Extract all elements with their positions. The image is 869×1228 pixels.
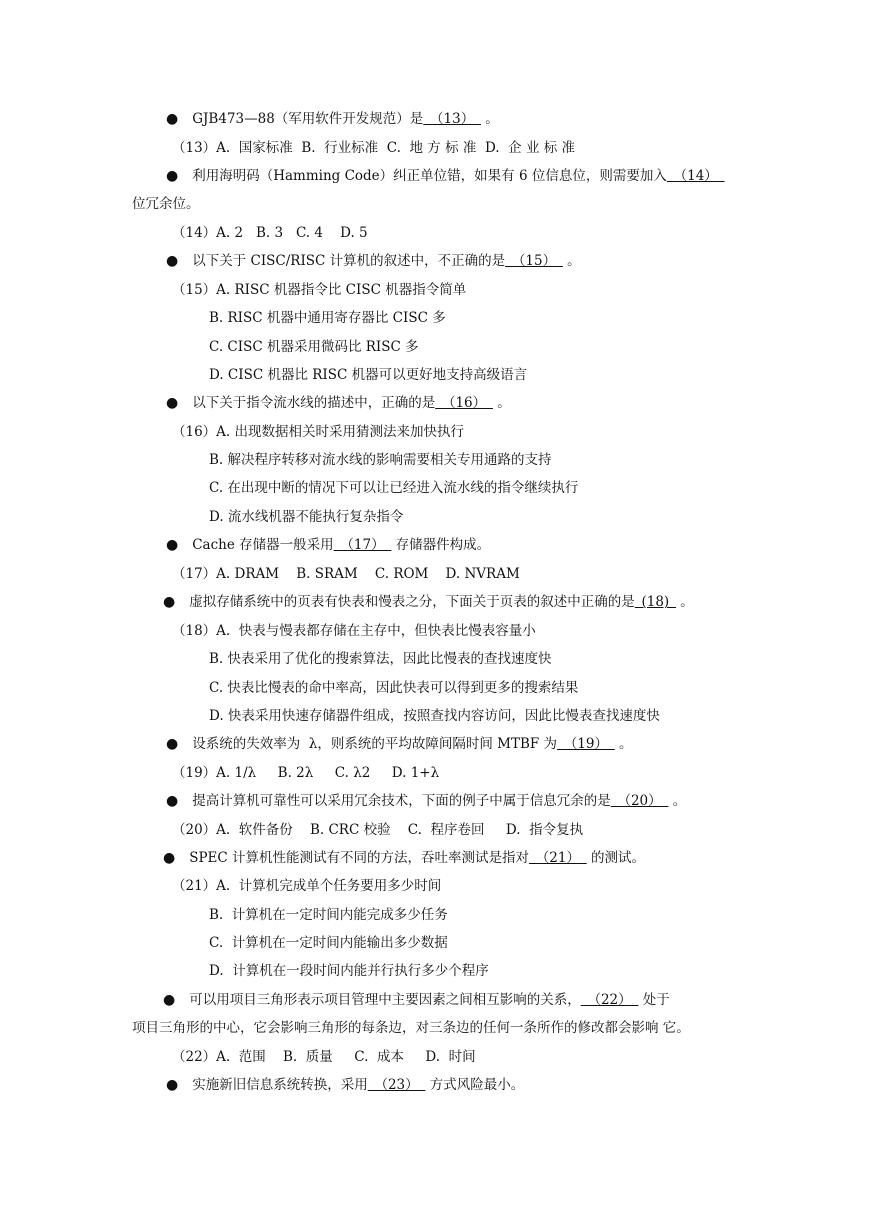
question-tail: 。	[614, 736, 633, 752]
answer-blank: （23）	[367, 1077, 426, 1093]
text-line: B. 计算机在一定时间内能完成多少任务	[209, 907, 448, 923]
bullet-icon: ●	[163, 594, 176, 610]
text-line: D. 流水线机器不能执行复杂指令	[209, 509, 404, 525]
text-line: C. 在出现中断的情况下可以让已经进入流水线的指令继续执行	[209, 480, 579, 496]
question-text: SPEC 计算机性能测试有不同的方法，吞吐率测试是指对	[189, 850, 530, 866]
answer-blank: （20）	[610, 793, 669, 809]
text-line: D. CISC 机器比 RISC 机器可以更好地支持高级语言	[209, 367, 528, 383]
answer-blank: （19）	[557, 736, 615, 752]
bullet-icon: ●	[166, 253, 179, 269]
question-line	[166, 110, 499, 128]
bullet-icon: ●	[166, 537, 179, 553]
question-text: 利用海明码（Hamming Code）纠正单位错，如果有 6 位信息位，则需要加入	[192, 168, 667, 184]
question-tail: 处于	[638, 992, 670, 1008]
question-text: 提高计算机可靠性可以采用冗余技术，下面的例子中属于信息冗余的是	[192, 793, 611, 809]
text-line: B. 解决程序转移对流水线的影响需要相关专用通路的支持	[209, 452, 552, 468]
text-line: （15）A. RISC 机器指令比 CISC 机器指令简单	[172, 282, 467, 298]
question-tail: 。	[492, 395, 511, 411]
bullet-icon: ●	[166, 736, 179, 752]
text-line: （13）A. 国家标准 B. 行业标准 C. 地 方 标 准 D. 企 业 标 准	[172, 140, 576, 156]
question-text: 以下关于 CISC/RISC 计算机的叙述中，不正确的是	[192, 253, 506, 269]
question-text: 实施新旧信息系统转换，采用	[192, 1077, 368, 1093]
answer-blank: (18)	[634, 594, 676, 610]
text-line: C. 计算机在一定时间内能输出多少数据	[209, 935, 448, 951]
text-line: （19）A. 1/λ B. 2λ C. λ2 D. 1+λ	[172, 765, 440, 781]
question-tail: 。	[668, 793, 687, 809]
answer-blank: （22）	[580, 992, 639, 1008]
question-text: Cache 存储器一般采用	[192, 537, 334, 553]
bullet-icon: ●	[166, 1077, 179, 1093]
bullet-icon: ●	[166, 793, 179, 809]
question-line	[166, 252, 581, 270]
text-line: （20）A. 软件备份 B. CRC 校验 C. 程序卷回 D. 指令复执	[172, 822, 584, 838]
text-line: （14）A. 2 B. 3 C. 4 D. 5	[172, 225, 368, 241]
question-line	[166, 792, 686, 810]
text-line: B. 快表采用了优化的搜索算法，因此比慢表的查找速度快	[209, 651, 552, 667]
question-text: 可以用项目三角形表示项目管理中主要因素之间相互影响的关系，	[189, 992, 581, 1008]
text-line: （16）A. 出现数据相关时采用猜测法来加快执行	[172, 424, 465, 440]
question-line	[166, 735, 633, 753]
answer-blank: （17）	[333, 537, 392, 553]
question-line	[166, 536, 490, 554]
question-line	[163, 991, 670, 1009]
answer-blank: （13）	[423, 111, 481, 127]
question-tail: 存储器件构成。	[391, 537, 491, 553]
question-tail: 的测试。	[586, 850, 646, 866]
question-line	[166, 167, 725, 185]
question-line	[163, 593, 694, 611]
question-tail: 。	[675, 594, 694, 610]
question-text: 设系统的失效率为 λ，则系统的平均故障间隔时间 MTBF 为	[192, 736, 558, 752]
bullet-icon: ●	[163, 850, 176, 866]
text-line: （22）A. 范围 B. 质量 C. 成本 D. 时间	[172, 1049, 476, 1065]
answer-blank: （14）	[666, 168, 725, 184]
text-line: D. 快表采用快速存储器件组成，按照查找内容访问，因此比慢表查找速度快	[209, 708, 660, 724]
question-line	[163, 849, 645, 867]
question-text: 虚拟存储系统中的页表有快表和慢表之分，下面关于页表的叙述中正确的是	[189, 594, 635, 610]
question-tail: 方式风险最小。	[425, 1077, 525, 1093]
text-line: （18）A. 快表与慢表都存储在主存中，但快表比慢表容量小	[172, 623, 536, 639]
bullet-icon: ●	[166, 168, 179, 184]
answer-blank: （16）	[435, 395, 493, 411]
answer-blank: （15）	[505, 253, 563, 269]
text-line: C. 快表比慢表的命中率高，因此快表可以得到更多的搜索结果	[209, 680, 579, 696]
text-line: D. 计算机在一段时间内能并行执行多少个程序	[209, 963, 489, 979]
text-line: （21）A. 计算机完成单个任务要用多少时间	[172, 878, 442, 894]
bullet-icon: ●	[166, 395, 179, 411]
question-line	[166, 394, 511, 412]
question-tail: 。	[480, 111, 499, 127]
text-line: 位冗余位。	[132, 196, 200, 212]
bullet-icon: ●	[166, 111, 179, 127]
question-text: 以下关于指令流水线的描述中，正确的是	[192, 395, 436, 411]
text-line: B. RISC 机器中通用寄存器比 CISC 多	[209, 310, 446, 326]
text-line: 项目三角形的中心，它会影响三角形的每条边，对三条边的任何一条所作的修改都会影响 它。	[132, 1020, 690, 1036]
answer-blank: （21）	[529, 850, 587, 866]
question-text: GJB473—88（军用软件开发规范）是	[192, 111, 424, 127]
text-line: （17）A. DRAM B. SRAM C. ROM D. NVRAM	[172, 566, 520, 582]
question-line	[166, 1076, 524, 1094]
bullet-icon: ●	[163, 992, 176, 1008]
question-tail: 。	[562, 253, 581, 269]
text-line: C. CISC 机器采用微码比 RISC 多	[209, 339, 419, 355]
